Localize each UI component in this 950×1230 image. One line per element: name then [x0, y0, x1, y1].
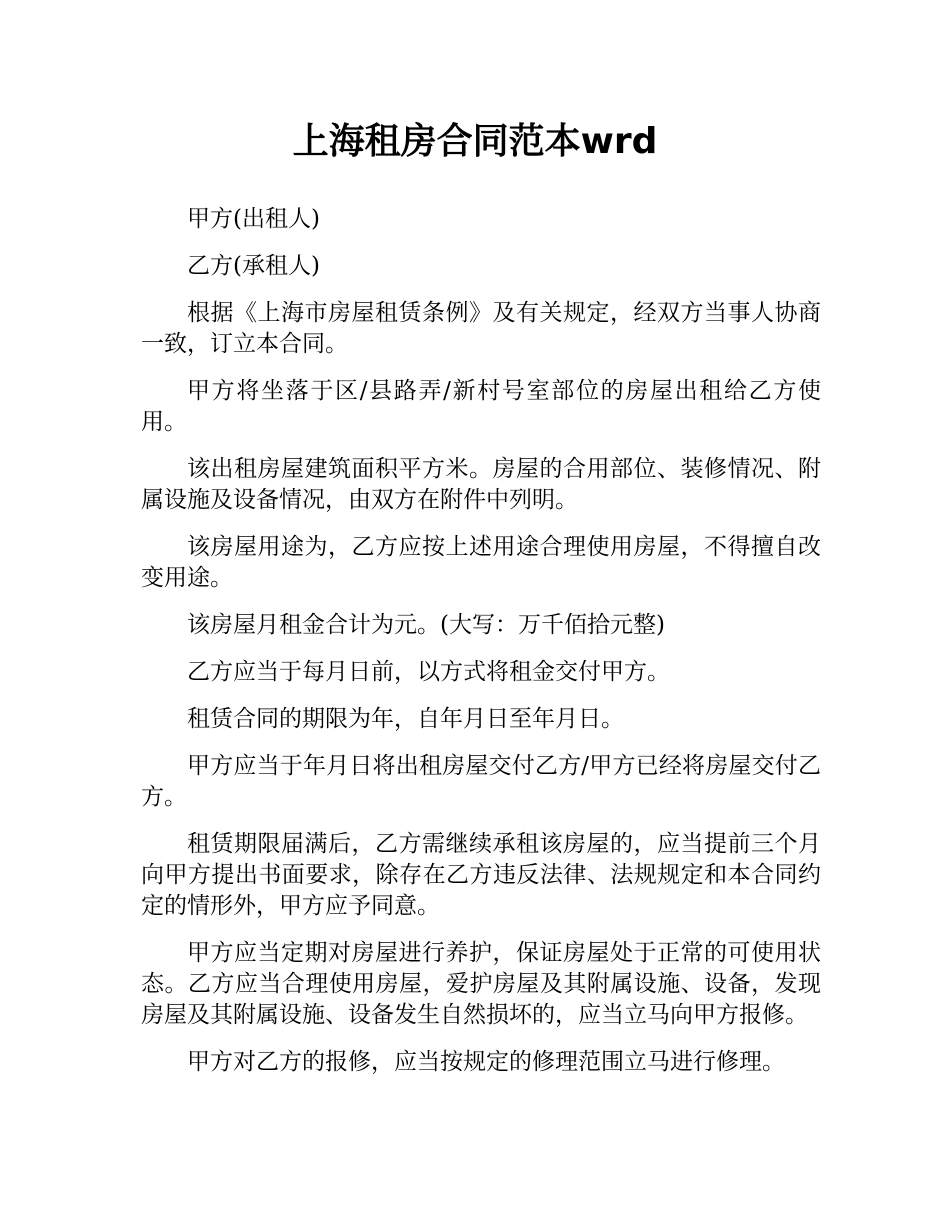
- paragraph-payment: 乙方应当于每月日前，以方式将租金交付甲方。: [187, 659, 670, 685]
- paragraph-party-a: 甲方(出租人): [187, 206, 320, 232]
- paragraph-maintenance: 甲方应当定期对房屋进行养护，保证房屋处于正常的可使用状态。乙方应当合理使用房屋，爱护房屋及其附属设施、设备，发现房屋及其附属设施、设备发生自然损坏的，应当立马向甲方报修。: [141, 940, 821, 1028]
- paragraph-property-use: 该房屋用途为，乙方应按上述用途合理使用房屋，不得擅自改变用途。: [141, 534, 821, 591]
- paragraph-renewal: 租赁期限届满后，乙方需继续承租该房屋的，应当提前三个月向甲方提出书面要求，除存在乙方违反法律、法规规定和本合同约定的情形外，甲方应予同意。: [141, 831, 821, 919]
- paragraph-repairs: 甲方对乙方的报修，应当按规定的修理范围立马进行修理。: [187, 1049, 785, 1075]
- paragraph-handover: 甲方应当于年月日将出租房屋交付乙方/甲方已经将房屋交付乙方。: [141, 753, 821, 810]
- paragraph-party-b: 乙方(承租人): [187, 253, 320, 279]
- document-body: [141, 204, 821, 1094]
- document-title: 上海租房合同范本wrd: [292, 121, 658, 162]
- paragraph-property-area: 该出租房屋建筑面积平方米。房屋的合用部位、装修情况、附属设施及设备情况，由双方在附件中列明。: [141, 456, 821, 513]
- paragraph-monthly-rent: 该房屋月租金合计为元。(大写：万千佰拾元整): [187, 612, 665, 638]
- paragraph-lease-term: 租赁合同的期限为年，自年月日至年月日。: [187, 706, 624, 732]
- paragraph-preamble: 根据《上海市房屋租赁条例》及有关规定，经双方当事人协商一致，订立本合同。: [141, 300, 821, 357]
- paragraph-property-location: 甲方将坐落于区/县路弄/新村号室部位的房屋出租给乙方使用。: [141, 378, 821, 435]
